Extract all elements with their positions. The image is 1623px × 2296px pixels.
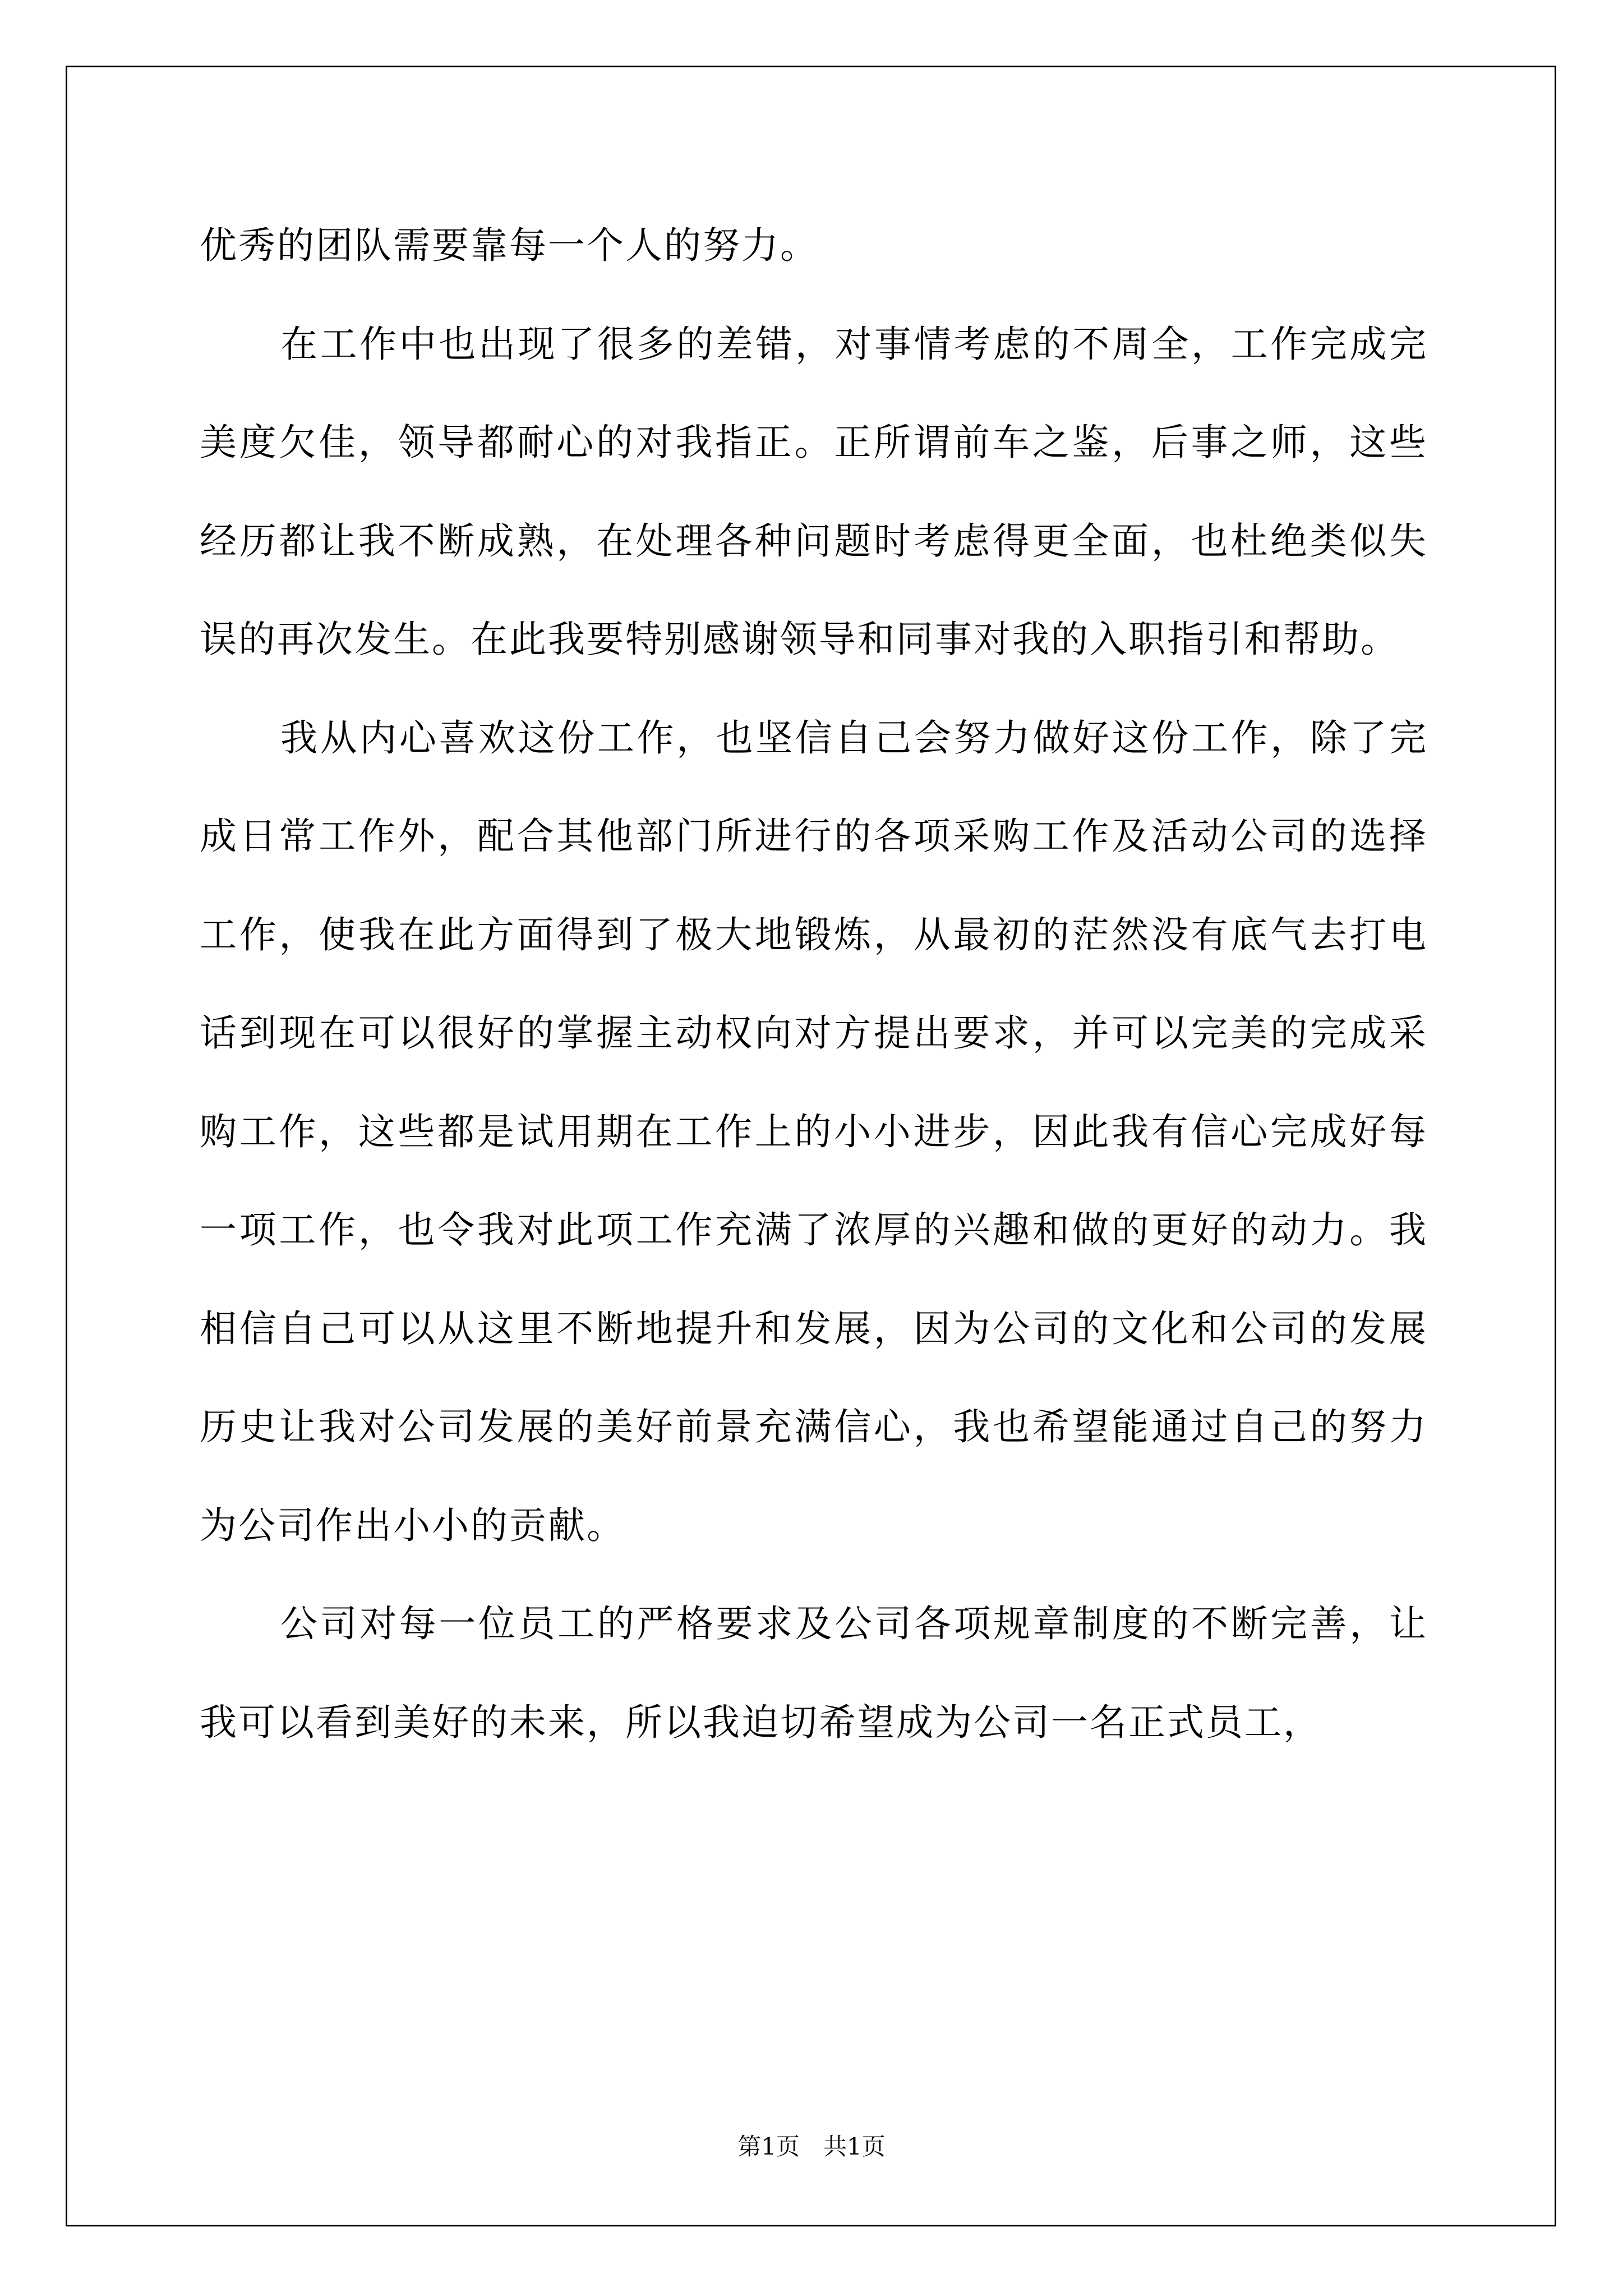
page-footer bbox=[0, 2130, 1623, 2164]
paragraph-2: 在工作中也出现了很多的差错，对事情考虑的不周全，工作完成完美度欠佳，领导都耐心的对我指正。正所谓前车之鉴，后事之师，这些经历都让我不断成熟，在处理各种问题时考虑得更全面，也杜绝类似失误的再次发生。在此我要特别感谢领导和同事对我的入职指引和帮助。 bbox=[200, 322, 1428, 661]
paragraph-1: 优秀的团队需要靠每一个人的努力。 bbox=[200, 224, 819, 267]
paragraph-4: 公司对每一位员工的严格要求及公司各项规章制度的不断完善，让我可以看到美好的未来，所以我迫切希望成为公司一名正式员工， bbox=[200, 1602, 1428, 1744]
page-number: 第1页 bbox=[737, 2133, 800, 2160]
document-body bbox=[200, 196, 1428, 1772]
paragraph-3: 我从内心喜欢这份工作，也坚信自己会努力做好这份工作，除了完成日常工作外，配合其他部门所进行的各项采购工作及活动公司的选择工作，使我在此方面得到了极大地锻炼，从最初的茫然没有底气去打电话到现在可以很好的掌握主动权向对方提出要求，并可以完美的完成采购工作，这些都是试用期在工作上的小小进步，因此我有信心完成好每一项工作，也令我对此项工作充满了浓厚的兴趣和做的更好的动力。我相信自己可以从这里不断地提升和发展，因为公司的文化和公司的发展历史让我对公司发展的美好前景充满信心，我也希望能通过自己的努力为公司作出小小的贡献。 bbox=[200, 716, 1428, 1547]
page-total: 共1页 bbox=[823, 2133, 886, 2160]
